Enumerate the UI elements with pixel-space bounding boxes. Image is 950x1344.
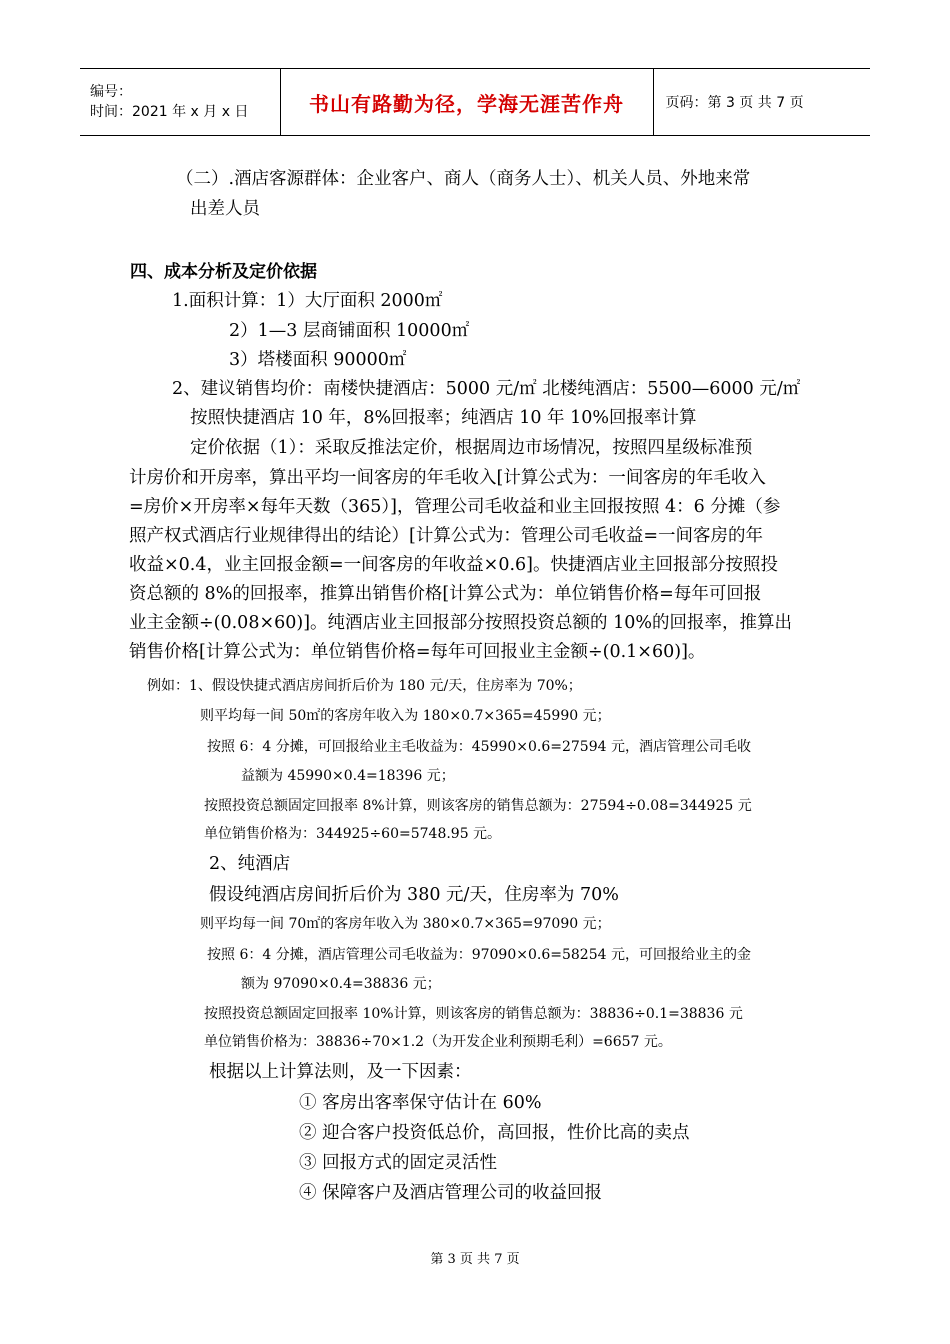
basis-line-4: 照产权式酒店行业规律得出的结论）[计算公式为：管理公司毛收益=一间客房的年 bbox=[129, 526, 763, 546]
section-4-heading: 四、成本分析及定价依据 bbox=[130, 262, 317, 282]
example2-line-3: 则平均每一间 70㎡的客房年收入为 380×0.7×365=97090 元； bbox=[200, 916, 611, 932]
area-line-3: 3）塔楼面积 90000㎡ bbox=[229, 350, 407, 370]
example1-line-1: 例如：1、假设快捷式酒店房间折后价为 180 元/天，住房率为 70%； bbox=[147, 678, 582, 694]
basis-line-1: 定价依据（1）：采取反推法定价，根据周边市场情况，按照四星级标准预 bbox=[190, 438, 753, 458]
factor-2: ② 迎合客户投资低总价，高回报，性价比高的卖点 bbox=[299, 1123, 690, 1143]
basis-line-3: =房价×开房率×每年天数（365）]，管理公司毛收益和业主回报按照 4：6 分摊（参 bbox=[129, 497, 781, 517]
example1-line-3: 按照 6：4 分摊，可回报给业主毛收益为：45990×0.6=27594 元，酒店管理公司毛收 bbox=[207, 739, 751, 755]
page-footer: 第 3 页 共 7 页 bbox=[430, 1252, 520, 1267]
example1-line-5: 按照投资总额固定回报率 8%计算，则该客房的销售总额为：27594÷0.08=344925 元 bbox=[204, 798, 752, 814]
clientele-line-1: （二）.酒店客源群体：企业客户、商人（商务人士）、机关人员、外地来常 bbox=[176, 169, 751, 189]
example2-line-4: 按照 6：4 分摊，酒店管理公司毛收益为：97090×0.6=58254 元，可回报给业主的金 bbox=[207, 947, 751, 963]
example2-line-1: 2、纯酒店 bbox=[209, 854, 291, 874]
example1-line-4: 益额为 45990×0.4=18396 元； bbox=[241, 768, 455, 784]
factor-3: ③ 回报方式的固定灵活性 bbox=[299, 1153, 498, 1173]
factor-4: ④ 保障客户及酒店管理公司的收益回报 bbox=[299, 1183, 603, 1203]
basis-line-7: 业主金额÷(0.08×60)]。纯酒店业主回报部分按照投资总额的 10%的回报率，推算出 bbox=[129, 613, 792, 633]
clientele-line-2: 出差人员 bbox=[190, 199, 260, 219]
header-motto: 书山有路勤为径，学海无涯苦作舟 bbox=[280, 69, 653, 136]
factors-intro: 根据以上计算法则，及一下因素： bbox=[209, 1062, 472, 1082]
price-line-2: 按照快捷酒店 10 年，8%回报率；纯酒店 10 年 10%回报率计算 bbox=[190, 408, 697, 428]
header-time: 时间：2021 年 x 月 x 日 bbox=[90, 104, 249, 120]
price-line-1: 2、建议销售均价：南楼快捷酒店：5000 元/㎡ 北楼纯酒店：5500—6000 元/㎡ bbox=[172, 379, 801, 399]
basis-line-8: 销售价格[计算公式为：单位销售价格=每年可回报业主金额÷(0.1×60)]。 bbox=[129, 642, 706, 662]
header-number: 编号： bbox=[90, 84, 132, 100]
factor-1: ① 客房出客率保守估计在 60% bbox=[299, 1093, 542, 1113]
document-header bbox=[80, 68, 870, 136]
basis-line-6: 资总额的 8%的回报率，推算出销售价格[计算公式为：单位销售价格=每年可回报 bbox=[129, 584, 762, 604]
example2-line-2: 假设纯酒店房间折后价为 380 元/天，住房率为 70% bbox=[209, 885, 619, 905]
area-line-1: 1.面积计算：1）大厅面积 2000㎡ bbox=[172, 291, 443, 311]
example1-line-2: 则平均每一间 50㎡的客房年收入为 180×0.7×365=45990 元； bbox=[200, 708, 611, 724]
header-page-info: 页码：第 3 页 共 7 页 bbox=[653, 69, 870, 136]
example2-line-5: 额为 97090×0.4=38836 元； bbox=[241, 976, 441, 992]
example1-line-6: 单位销售价格为：344925÷60=5748.95 元。 bbox=[204, 826, 502, 842]
area-line-2: 2）1—3 层商铺面积 10000㎡ bbox=[229, 321, 470, 341]
example2-line-7: 单位销售价格为：38836÷70×1.2（为开发企业利预期毛利）=6657 元。 bbox=[204, 1034, 672, 1050]
basis-line-5: 收益×0.4，业主回报金额=一间客房的年收益×0.6]。快捷酒店业主回报部分按照投 bbox=[129, 555, 778, 575]
header-meta bbox=[80, 69, 280, 136]
example2-line-6: 按照投资总额固定回报率 10%计算，则该客房的销售总额为：38836÷0.1=38836 元 bbox=[204, 1006, 743, 1022]
basis-line-2: 计房价和开房率，算出平均一间客房的年毛收入[计算公式为：一间客房的年毛收入 bbox=[129, 468, 766, 488]
